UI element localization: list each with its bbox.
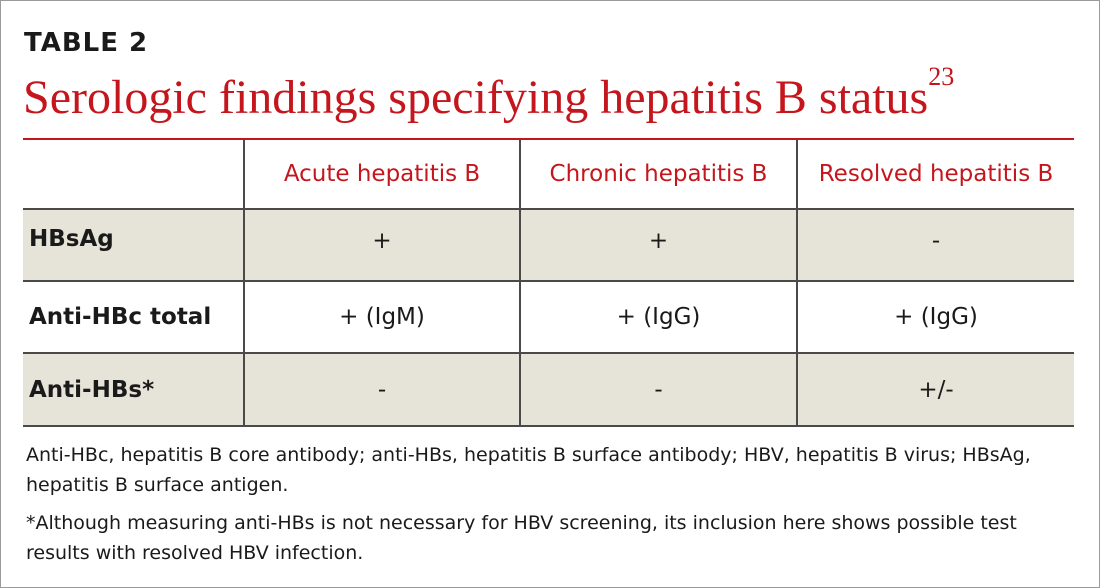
header-row xyxy=(23,140,1074,209)
table-bottom-rule xyxy=(23,425,1074,427)
table-row xyxy=(23,353,1074,425)
cell-resolved: - xyxy=(797,209,1074,281)
title-text: Serologic findings specifying hepatitis B status xyxy=(23,71,929,124)
asterisk-note: *Although measuring anti-HBs is not necessary for HBV screening, its inclusion here shows possible test results with resolved HBV infection. xyxy=(26,512,1017,564)
abbreviations-note: Anti-HBc, hepatitis B core antibody; anti-HBs, hepatitis B surface antibody; HBV, hepatitis B virus; HBsAg, hepatitis B surface antigen. xyxy=(26,444,1031,496)
table-row xyxy=(23,281,1074,353)
row-label: Anti-HBs* xyxy=(29,376,155,403)
cell-acute: + (IgM) xyxy=(244,281,520,353)
header-resolved: Resolved hepatitis B xyxy=(797,140,1074,209)
serology-table xyxy=(23,140,1074,425)
title-reference: 23 xyxy=(928,62,955,91)
cell-resolved: + (IgG) xyxy=(797,281,1074,353)
row-label: Anti-HBc total xyxy=(29,304,212,330)
table-title xyxy=(23,62,955,126)
header-acute: Acute hepatitis B xyxy=(244,140,520,209)
header-chronic: Chronic hepatitis B xyxy=(520,140,797,209)
footnotes xyxy=(26,440,1076,576)
header-cell-empty xyxy=(23,140,244,209)
table-label: TABLE 2 xyxy=(24,28,149,58)
table-row xyxy=(23,209,1074,281)
cell-chronic: + xyxy=(520,209,797,281)
row-label: HBsAg xyxy=(29,226,114,252)
cell-acute: - xyxy=(244,353,520,425)
cell-resolved: +/- xyxy=(797,353,1074,425)
cell-chronic: + (IgG) xyxy=(520,281,797,353)
cell-acute: + xyxy=(244,209,520,281)
cell-chronic: - xyxy=(520,353,797,425)
